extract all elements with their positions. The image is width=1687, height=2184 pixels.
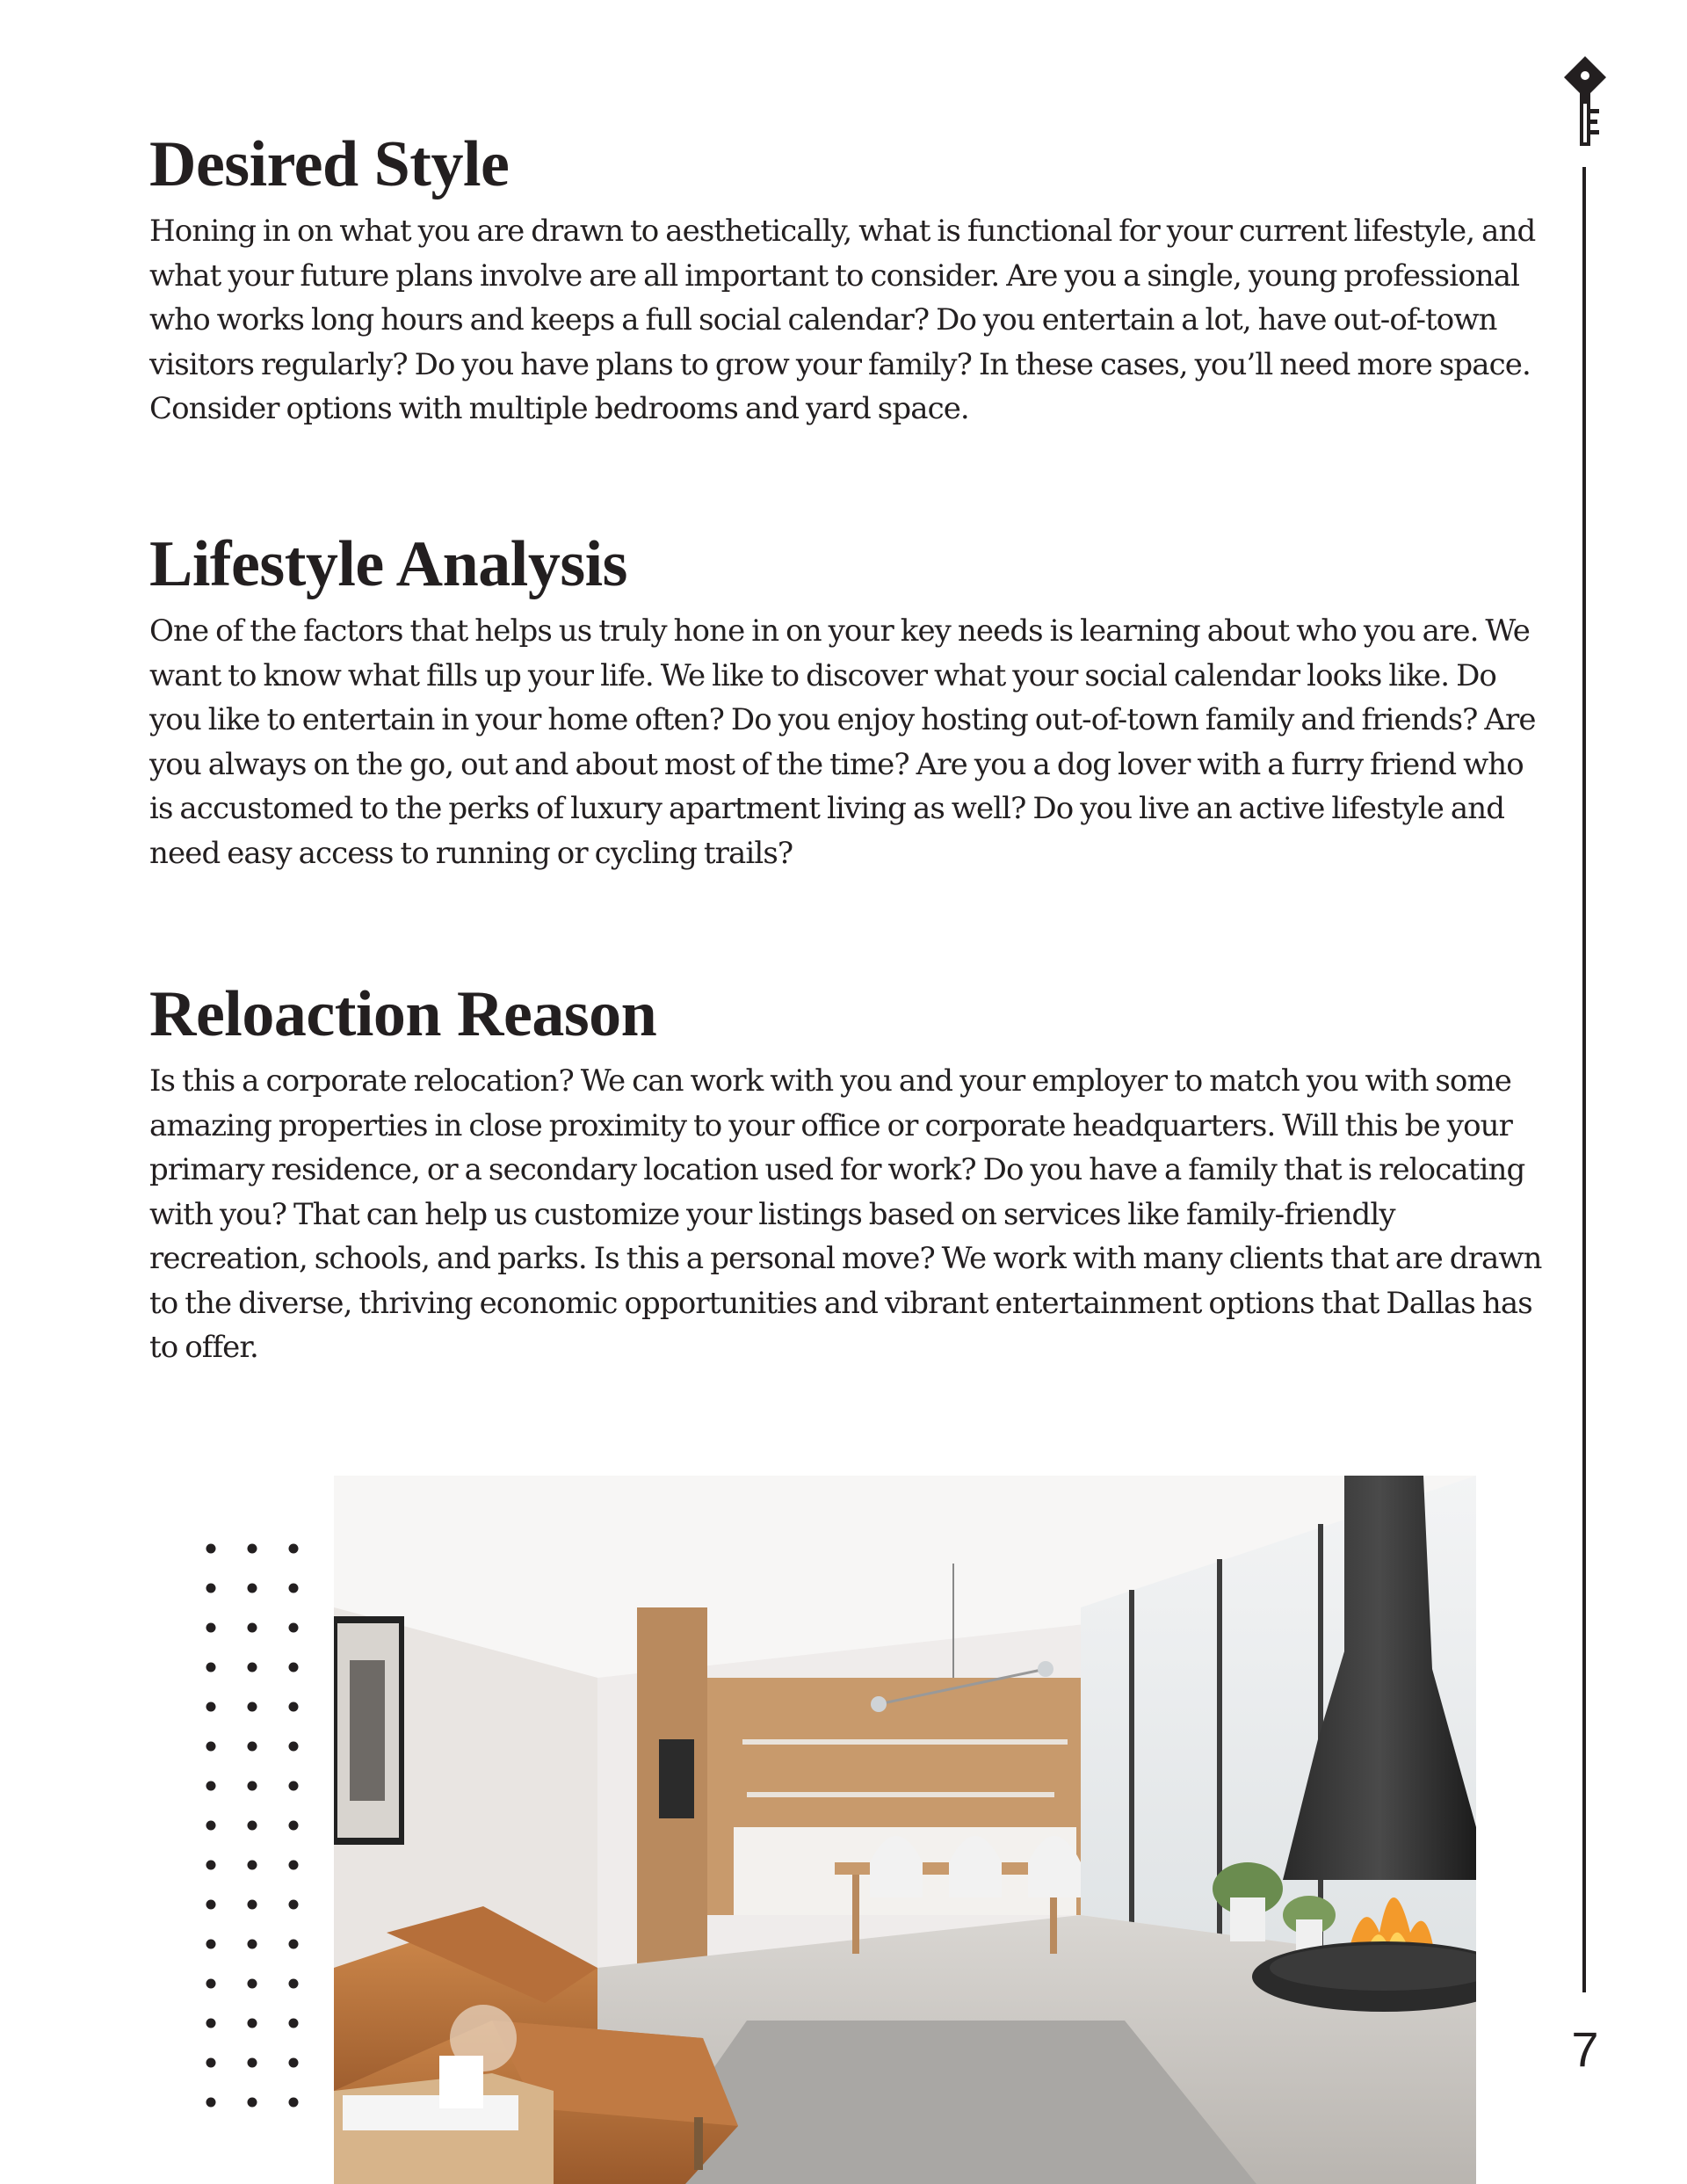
dot	[248, 1900, 257, 1910]
dot	[289, 1781, 299, 1791]
dot	[206, 1940, 216, 1949]
dot	[206, 2058, 216, 2068]
dot	[206, 1979, 216, 1989]
dot	[248, 1623, 257, 1633]
dot	[206, 1781, 216, 1791]
dot	[206, 1623, 216, 1633]
dot	[206, 1584, 216, 1593]
dot	[206, 2098, 216, 2108]
dot	[248, 1940, 257, 1949]
dot	[289, 1861, 299, 1870]
dot	[248, 1742, 257, 1752]
dot	[248, 1821, 257, 1831]
dot	[248, 1781, 257, 1791]
dot	[289, 1623, 299, 1633]
dot	[248, 1861, 257, 1870]
dot	[289, 1742, 299, 1752]
dot	[206, 1742, 216, 1752]
dot	[248, 1544, 257, 1554]
dot	[248, 1702, 257, 1712]
dot	[289, 2019, 299, 2028]
dot	[248, 1584, 257, 1593]
dot	[289, 1702, 299, 1712]
dot	[206, 1821, 216, 1831]
section-body: One of the factors that helps us truly hone in on your key needs is learning about who you are. We want to know what fills up your life. We like to discover what your social calendar looks like. Do you like to entertain in your home often? Do you enjoy hosting out-of-town family and friends? Are you always on the go, out and about most of the time? Are you a dog lover with a furry friend who is accustomed to the perks of luxury apartment living as well? Do you live an active lifestyle and need easy access to running or cycling trails?	[149, 613, 1536, 871]
dot	[206, 2019, 216, 2028]
section-title: Reloaction Reason	[149, 978, 657, 1050]
section-title: Lifestyle Analysis	[149, 528, 627, 600]
dot	[289, 1544, 299, 1554]
section-body: Is this a corporate relocation? We can work with you and your employer to match you with some amazing properties in close proximity to your office or corporate headquarters. Will this be your primary residence, or a secondary location used for work? Do you have a family that is relocating with you? That can help us customize your listings based on services like family-friendly recreation, schools, and parks. Is this a personal move? We work with many clients that are drawn to the diverse, thriving economic opportunities and vibrant entertainment options that Dallas has to offer.	[149, 1063, 1542, 1365]
dot	[289, 1940, 299, 1949]
dot	[248, 1663, 257, 1672]
dot	[289, 2098, 299, 2108]
dot	[248, 1979, 257, 1989]
dot-grid	[199, 1540, 313, 2111]
dot	[206, 1544, 216, 1554]
dot	[248, 2098, 257, 2108]
section-body: Honing in on what you are drawn to aesthetically, what is functional for your current lifestyle, and what your future plans involve are all important to consider. Are you a single, young professional who works long hours and keeps a full social calendar? Do you entertain a lot, have out-of-town visitors regularly? Do you have plans to grow your family? In these cases, you’ll need more space. Consider options with multiple bedrooms and yard space.	[149, 214, 1536, 426]
section-lifestyle-analysis	[149, 528, 1546, 875]
dot	[289, 1663, 299, 1672]
page-number: 7	[1571, 2021, 1599, 2077]
dot	[206, 1900, 216, 1910]
dot	[289, 1584, 299, 1593]
section-title: Desired Style	[149, 128, 510, 200]
dot	[248, 2019, 257, 2028]
vertical-divider-line	[1582, 167, 1586, 1992]
dot	[248, 2058, 257, 2068]
section-relocation-reason	[149, 978, 1546, 1370]
key-icon	[1560, 54, 1610, 148]
dot	[206, 1861, 216, 1870]
section-desired-style	[149, 128, 1546, 432]
living-room-photo	[334, 1476, 1476, 2184]
dot	[289, 1821, 299, 1831]
dot	[206, 1702, 216, 1712]
dot	[289, 1900, 299, 1910]
dot	[289, 1979, 299, 1989]
dot	[289, 2058, 299, 2068]
dot	[206, 1663, 216, 1672]
